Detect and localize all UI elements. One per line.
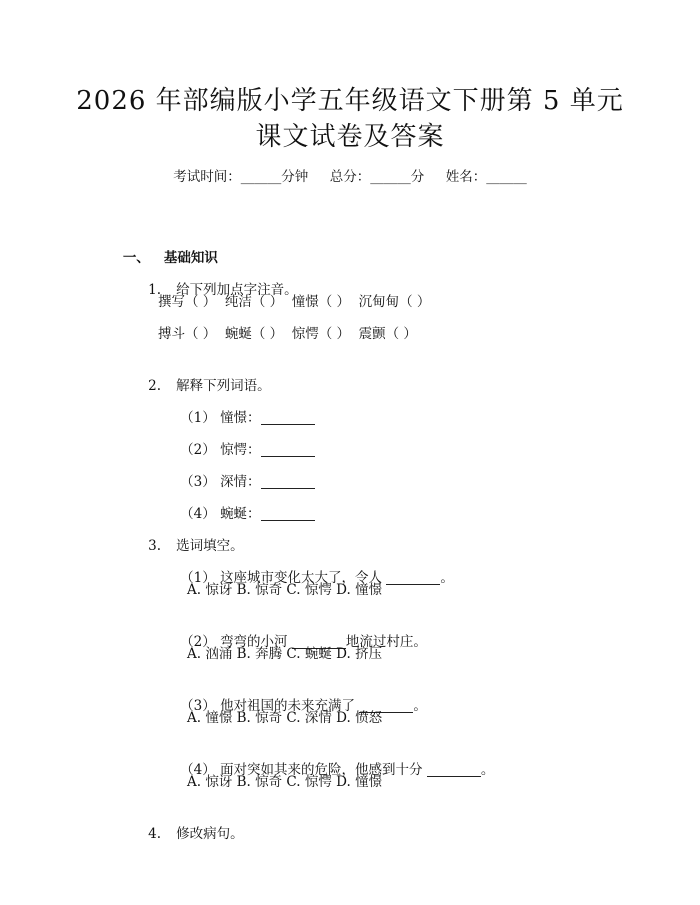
item-number: （3） [180, 474, 216, 490]
question-4 [131, 804, 244, 864]
item-word: 惊愕： [220, 442, 261, 458]
options-row: A. 惊讶 B. 惊奇 C. 惊愕 D. 憧憬 [187, 582, 383, 598]
item-number: （4） [180, 506, 216, 522]
answer-blank[interactable] [386, 570, 440, 585]
exam-title-line2: 课文试卷及答案 [255, 122, 445, 152]
item-number: （3） [180, 698, 216, 714]
question-number: 1. [148, 282, 162, 298]
item-sentence-start: 他对祖国的未来充满了 [220, 698, 360, 714]
answer-blank[interactable] [261, 506, 315, 521]
item-number: （1） [180, 570, 216, 586]
item-sentence-start: 面对突如其来的危险，他感到十分 [220, 762, 427, 778]
item-sentence-end: 。 [413, 698, 427, 714]
item-sentence-start: 这座城市变化太大了，令人 [220, 570, 387, 586]
question-text: 解释下列词语。 [176, 378, 271, 394]
item-sentence-end: 。 [480, 762, 495, 778]
exam-title-line1: 2026 年部编版小学五年级语文下册第 5 单元 [76, 86, 624, 116]
question-number: 3. [148, 538, 162, 554]
item-number: （4） [180, 762, 216, 778]
pinyin-row-1: 撰写（ ） 纯洁（ ） 憧憬（ ） 沉甸甸（ ） [158, 294, 431, 310]
question-number: 4. [148, 826, 162, 842]
item-word: 深情： [220, 474, 261, 490]
item-number: （1） [180, 410, 216, 426]
question-text: 修改病句。 [176, 826, 244, 842]
question-text: 选词填空。 [176, 538, 244, 554]
answer-blank[interactable] [427, 762, 481, 777]
item-word: 蜿蜒： [220, 506, 261, 522]
item-sentence-start: 弯弯的小河 [220, 634, 292, 650]
exam-meta-info: 考试时间：______分钟 总分：______分 姓名：______ [173, 169, 527, 185]
item-number: （2） [180, 634, 216, 650]
options-row: A. 汹涌 B. 奔腾 C. 蜿蜒 D. 挤压 [187, 646, 383, 662]
item-number: （2） [180, 442, 216, 458]
pinyin-row-2: 搏斗（ ） 蜿蜒（ ） 惊愕（ ） 震颤（ ） [158, 326, 417, 342]
options-row: A. 憧憬 B. 惊奇 C. 深情 D. 愤怒 [187, 710, 383, 726]
question-text: 给下列加点字注音。 [176, 282, 298, 298]
question-number: 2. [148, 378, 162, 394]
section-number: 一、 [122, 250, 150, 266]
item-word: 憧憬： [220, 410, 261, 426]
options-row: A. 惊讶 B. 惊奇 C. 惊愕 D. 憧憬 [187, 774, 383, 790]
item-sentence-end: 地流过村庄。 [345, 634, 427, 650]
item-sentence-end: 。 [440, 570, 454, 586]
section-title: 基础知识 [163, 250, 218, 266]
